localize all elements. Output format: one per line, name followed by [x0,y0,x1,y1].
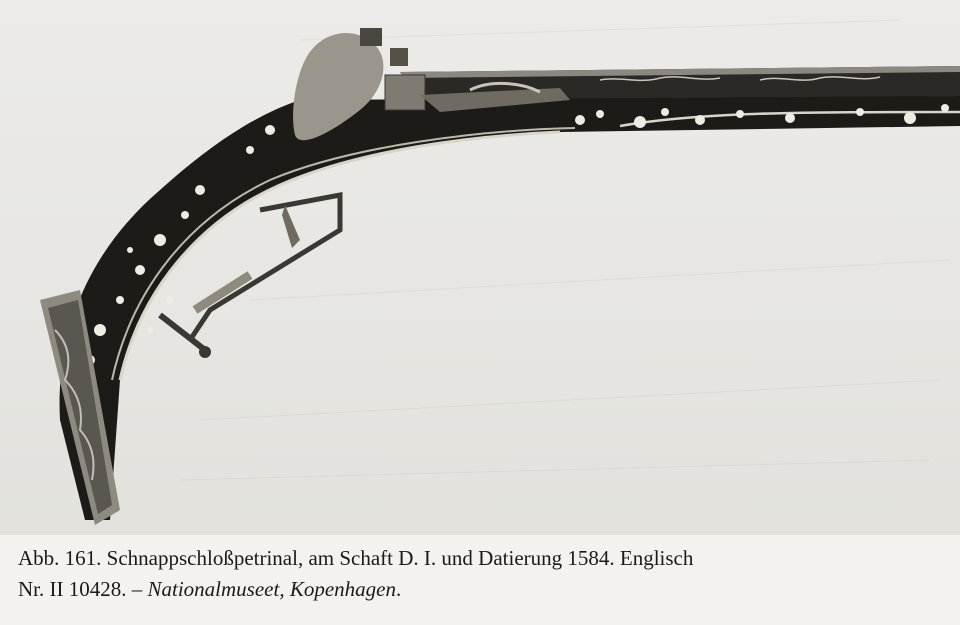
caption-line-2 [18,574,958,605]
caption-line-2-suffix: . [395,577,402,601]
museum-name: Nationalmuseet, Kopenhagen [147,577,396,601]
caption-line-1: Abb. 161. Schnappschloßpetrinal, am Schaft D. I. und Datierung 1584. Englisch [18,546,694,570]
caption-line-2-prefix: Nr. II 10428. – [18,577,148,601]
figure-caption [18,543,958,605]
pearl-inlays [72,104,949,425]
